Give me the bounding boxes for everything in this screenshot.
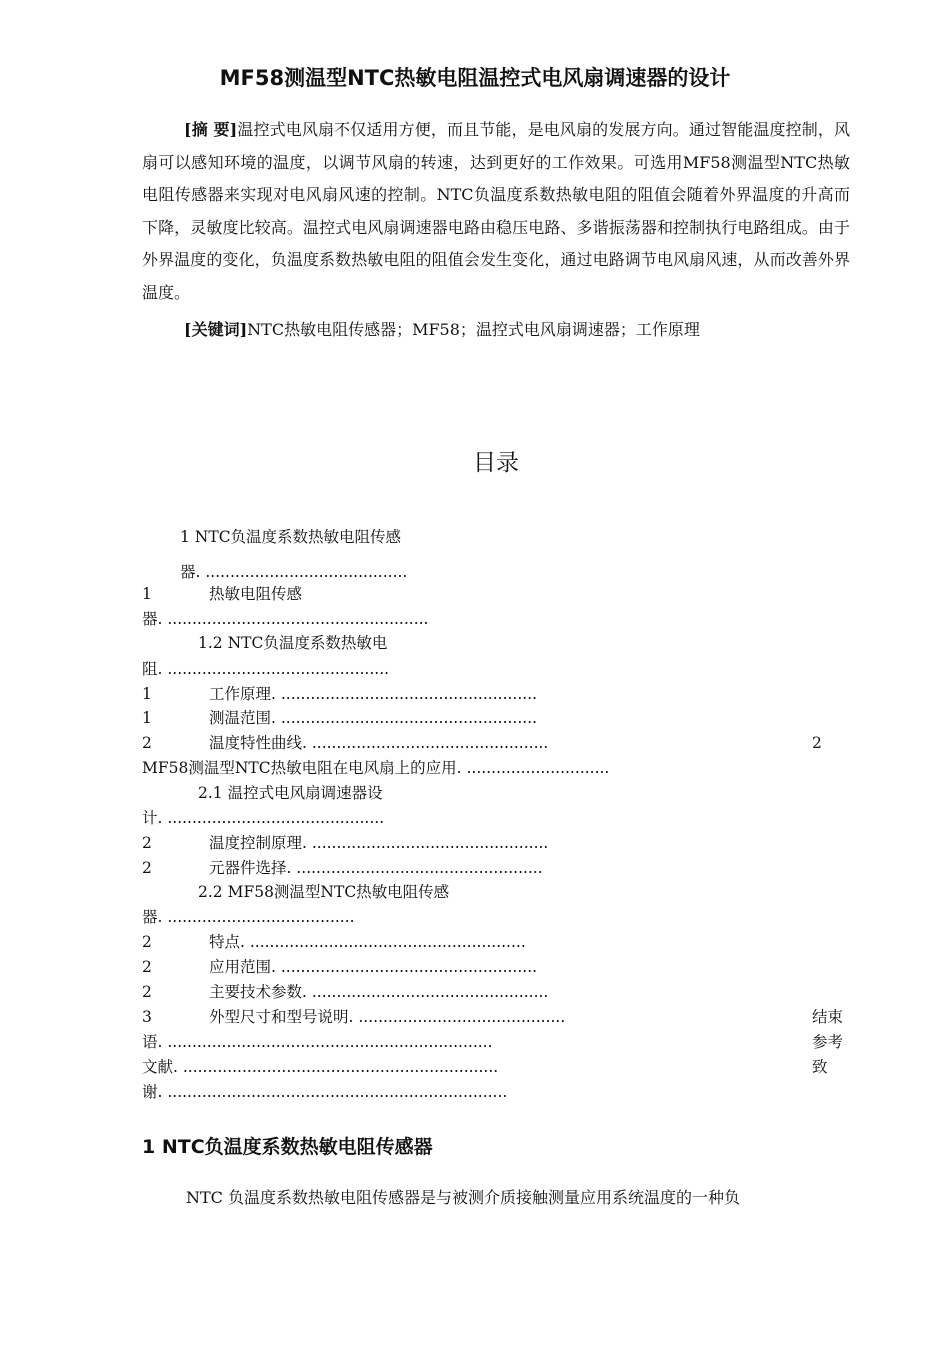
toc-line: 计. ............................................ [142, 809, 385, 827]
toc-line: 温度控制原理. ................................................ [209, 834, 549, 852]
toc-line: 2 [812, 734, 822, 752]
toc-line: 2 [142, 834, 152, 852]
toc-line: 特点. ........................................................ [209, 933, 526, 951]
toc-line: 元器件选择. .................................................. [209, 859, 543, 877]
toc-line: 器. ...................................... [142, 908, 355, 926]
toc-line: 热敏电阻传感 [209, 585, 303, 603]
toc-line: 1 NTC负温度系数热敏电阻传感 [180, 528, 402, 546]
toc-line: 2 [142, 983, 152, 1001]
toc-line: 温度特性曲线. ................................................ [209, 734, 549, 752]
toc-line: 工作原理. .................................................... [209, 685, 538, 703]
toc-line: 3 [142, 1008, 152, 1026]
toc-line: 2 [142, 933, 152, 951]
toc-line: 主要技术参数. ................................................ [209, 983, 549, 1001]
toc-title: 目录 [473, 450, 519, 476]
keywords-label: [关键词] [184, 320, 248, 339]
toc-line: 1.2 NTC负温度系数热敏电 [198, 634, 388, 652]
toc-line: 谢. ..................................................................... [142, 1083, 508, 1101]
toc-line: 结束 [812, 1008, 844, 1026]
toc-line: 2 [142, 859, 152, 877]
document-title: MF58测温型NTC热敏电阻温控式电风扇调速器的设计 [219, 66, 731, 90]
section-paragraph: NTC 负温度系数热敏电阻传感器是与被测介质接触测量应用系统温度的一种负 [186, 1188, 741, 1207]
keywords-text: NTC热敏电阻传感器；MF58；温控式电风扇调速器；工作原理 [247, 320, 700, 339]
toc-line: 应用范围. .................................................... [209, 958, 538, 976]
toc-line: 2 [142, 958, 152, 976]
toc-line: 器. ......................................... [180, 563, 408, 581]
toc-line: 文献. ................................................................ [142, 1058, 499, 1076]
toc-line: 致 [812, 1058, 828, 1076]
toc-line: MF58测温型NTC热敏电阻在电风扇上的应用. ............................. [142, 759, 610, 777]
toc-line: 1 [142, 685, 152, 703]
toc-line: 2.1 温控式电风扇调速器设 [198, 784, 383, 802]
toc-line: 器. ..................................................... [142, 610, 429, 628]
toc-line: 语. .................................................................. [142, 1033, 493, 1051]
toc-line: 1 [142, 709, 152, 727]
toc-line: 2 [142, 734, 152, 752]
abstract-text: 温控式电风扇不仅适用方便，而且节能，是电风扇的发展方向。通过智能温度控制，风扇可以感知环境的温度，以调节风扇的转速，达到更好的工作效果。可选用MF58测温型NTC热敏电阻传感器来实现对电风扇风速的控制。NTC负温度系数热敏电阻的阻值会随着外界温度的升高而下降，灵敏度比较高。温控式电风扇调速器电路由稳压电路、多谐振荡器和控制执行电路组成。由于外界温度的变化，负温度系数热敏电阻的阻值会发生变化，通过电路调节电风扇风速，从而改善外界温度。 [142, 120, 850, 302]
abstract-label: [摘 要] [184, 120, 238, 139]
toc-line: 2.2 MF58测温型NTC热敏电阻传感 [198, 883, 450, 901]
toc-line: 1 [142, 585, 152, 603]
section-heading: 1 NTC负温度系数热敏电阻传感器 [142, 1136, 433, 1158]
toc-line: 参考 [812, 1033, 844, 1051]
toc-line: 外型尺寸和型号说明. .......................................... [209, 1008, 566, 1026]
toc-line: 阻. ............................................. [142, 660, 390, 678]
toc-line: 测温范围. .................................................... [209, 709, 538, 727]
